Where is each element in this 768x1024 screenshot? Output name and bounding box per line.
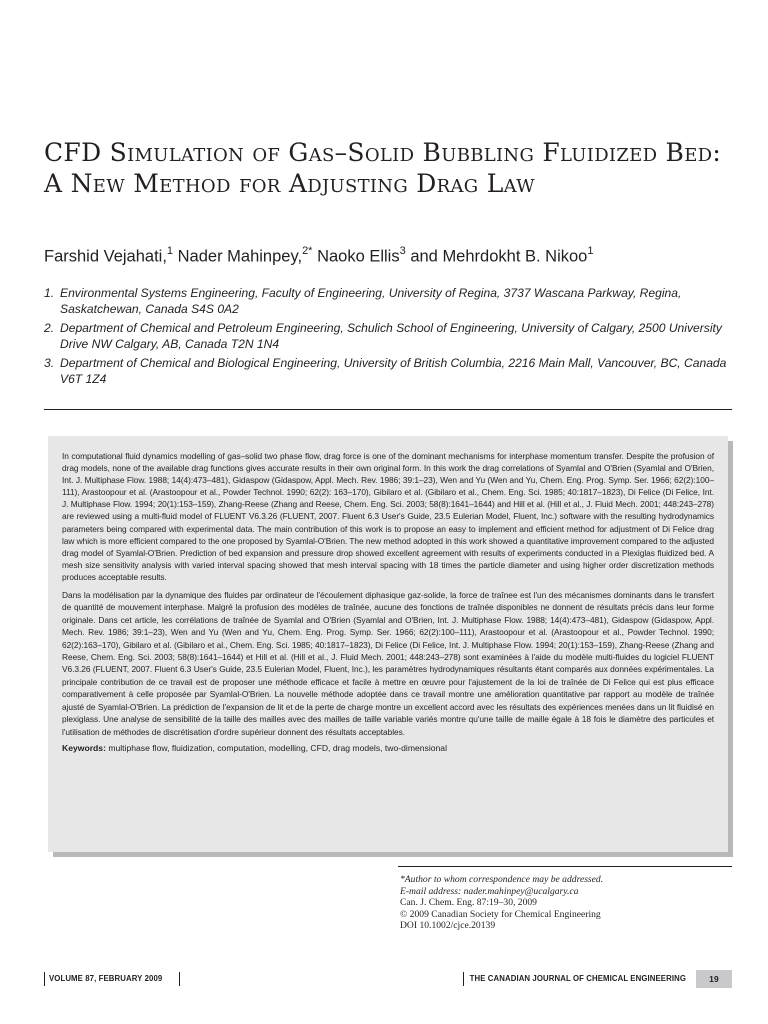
header-divider xyxy=(44,409,732,410)
author-affiliation-mark: 3 xyxy=(399,245,406,257)
page-number: 19 xyxy=(696,970,732,988)
abstract-french: Dans la modélisation par la dynamique des fluides par ordinateur de l'écoulement diphasique gaz-solide, la force de traînee est l'un des mécanismes dominants dans le transfert de quantité de mouvement interphase. Malgré la profusion des modèles de traînée, aucune des fonctions de traînée disponibles ne donnent de résultats précis dans leur forme originale. Dans cet article, les corrélations de traînée de Syamlal and O'Brien (Syamlal and O'Brien, Int. J. Multiphase Flow. 1988; 14(4):473–481), Gidaspow (Gidaspow, Appl. Mech. Rev. 1986; 39:1–23), Wen and Yu (Wen and Yu, Chem. Eng. Prog. Symp. Ser. 1966; 62(2):100–111), Arastoopour et al. (Arastoopour et al., Powder Technol. 1990; 62(2):163–170), Gibilaro et al. (Gibilaro et al., Chem. Eng. Sci. 1985; 40:1817–1823), Di Felice (Di Felice, Int. J. Multiphase Flow. 1994; 20(1):153–159), Zhang-Reese (Zhang and Reese, Chem. Eng. Sci. 2003; 58(8):1641–1644) et Hill et al. (Hill et al., J. Fluid Mech. 2001; 448:243–278) sont examinées à l'aide du modèle multi-fluides du logiciel FLUENT V6.3.26 (FLUENT, 2007. Fluent 6.3 User's Guide, 23.5 Eulerian Model, Fluent, Inc.), les paramètres hydrodynamiques résultants étant comparés aux données expérimentales. La principale contribution de ce travail est de proposer une méthode efficace et facile à mettre en œuvre pour l'ajustement de la loi de traînée de Di Felice qui est plus efficace comparativement à celle proposée par Syamlal-O'Brien. La nouvelle méthode adoptée dans ce travail montre une amélioration quantitative par rapport au modèle de traînée ajusté de Syamlal-O'Brien. La prédiction de l'expansion de lit et de la perte de charge montre un excellent accord avec les résultats des expériences menées dans un lit fluidisé en plexiglass. Une analyse de sensibilité de la taille des mailles avec des mailles de taille variable variés montre qu'une taille de maille égale à 18 fois le diamètre des particules et l'utilisation de méthodes de discrétisation d'ordre supérieur donnent des résultats acceptables. xyxy=(62,590,714,737)
affiliation-item xyxy=(44,285,734,318)
affiliation-list xyxy=(44,285,734,389)
affiliation-text: Environmental Systems Engineering, Faculty of Engineering, University of Regina, 3737 Wascana Parkway, Regina, Saskatchewan, Canada S4S 0A2 xyxy=(60,286,682,317)
keywords-line xyxy=(62,742,714,754)
correspondence-note: *Author to whom correspondence may be addressed. xyxy=(400,874,604,885)
affiliation-text: Department of Chemical and Petroleum Engineering, Schulich School of Engineering, University of Calgary, 2500 University Drive NW Calgary, AB, Canada T2N 1N4 xyxy=(60,320,722,352)
copyright-notice: © 2009 Canadian Society for Chemical Engineering xyxy=(400,908,601,920)
affiliation-item xyxy=(44,320,734,353)
journal-name: THE CANADIAN JOURNAL OF CHEMICAL ENGINEERING xyxy=(463,972,686,986)
email-address: E-mail address: nader.mahinpey@ucalgary.ca xyxy=(400,885,579,897)
author-name: and Mehrdokht B. Nikoo xyxy=(410,247,588,266)
affiliation-item xyxy=(44,355,734,388)
affiliation-number: 1. xyxy=(44,286,55,300)
affiliation-number: 3. xyxy=(44,355,55,370)
abstract-box xyxy=(48,436,728,852)
page-footer xyxy=(44,968,732,988)
author-affiliation-mark: 1 xyxy=(166,245,174,257)
keywords-text: multiphase flow, fluidization, computation, modelling, CFD, drag models, two-dimensional xyxy=(108,742,447,753)
journal-citation: Can. J. Chem. Eng. 87:19–30, 2009 xyxy=(400,897,537,909)
author-name: Farshid Vejahati, xyxy=(44,247,167,266)
author-name: Nader Mahinpey, xyxy=(177,247,303,266)
affiliation-number: 2. xyxy=(44,320,55,335)
correspondence-footnote xyxy=(400,874,730,932)
author-name: Naoko Ellis xyxy=(317,247,400,266)
doi: DOI 10.1002/cjce.20139 xyxy=(400,920,496,932)
article-title: CFD Simulation of Gas–Solid Bubbling Fluidized Bed: A New Method for Adjusting Drag Law xyxy=(44,138,722,198)
author-affiliation-mark: 1 xyxy=(587,245,594,257)
abstract-english: In computational fluid dynamics modelling of gas–solid two phase flow, drag force is one of the dominant mechanisms for interphase momentum transfer. Despite the profusion of drag models, none of the available drag functions gives accurate results in their own original form. In this work the drag correlations of Syamlal and O'Brien (Syamlal and O'Brien, Int. J. Multiphase Flow. 1988; 14(4):473–481), Gidaspow (Gidaspow, Appl. Mech. Rev. 1986; 39:1–23), Wen and Yu (Wen and Yu, Chem. Eng. Prog. Symp. Ser. 1966; 62(2):100–111), Arastoopour et al. (Arastoopour et al., Powder Technol. 1990; 62(2): 163–170), Gibilaro et al. (Gibilaro et al., Chem. Eng. Sci. 1985; 40:1817–1823), Di Felice (Di Felice, Int. J. Multiphase Flow. 1994; 20(1):153–159), Zhang-Reese (Zhang and Reese, Chem. Eng. Sci. 2003; 58(8):1641–1644) and Hill et al. (Hill et al., J. Fluid Mech. 2001; 448:243–278) are reviewed using a multi-fluid model of FLUENT V6.3.26 (FLUENT, 2007. Fluent 6.3 User's Guide, 23.5 Eulerian Model, Fluent, Inc.) software with the resulting hydrodynamics parameters being compared with experimental data. The main contribution of this work is to propose an easy to implement and efficient method for adjustment of Di Felice drag law which is more efficient compared to the one proposed by Syamlal-O'Brien. The new method adopted in this work showed a quantitative improvement compared to the adjusted drag model of Syamlal-O'Brien. Prediction of bed expansion and pressure drop showed excellent agreement with results of experiments conducted in a Plexiglas fluidized bed. A mesh size sensitivity analysis with varied interval spacing showed that mesh interval spacing with 18 times the particle diameter and using higher order discretization methods produces acceptable results. xyxy=(62,451,714,582)
author-list xyxy=(44,246,744,267)
keywords-label: Keywords: xyxy=(62,742,106,753)
footnote-divider xyxy=(398,866,732,867)
volume-issue: VOLUME 87, FEBRUARY 2009 xyxy=(44,972,162,986)
footer-divider xyxy=(179,972,180,986)
affiliation-text: Department of Chemical and Biological Engineering, University of British Columbia, 2216 Main Mall, Vancouver, BC, Canada V6T 1Z4 xyxy=(60,355,727,387)
author-affiliation-mark: 2* xyxy=(302,245,313,257)
